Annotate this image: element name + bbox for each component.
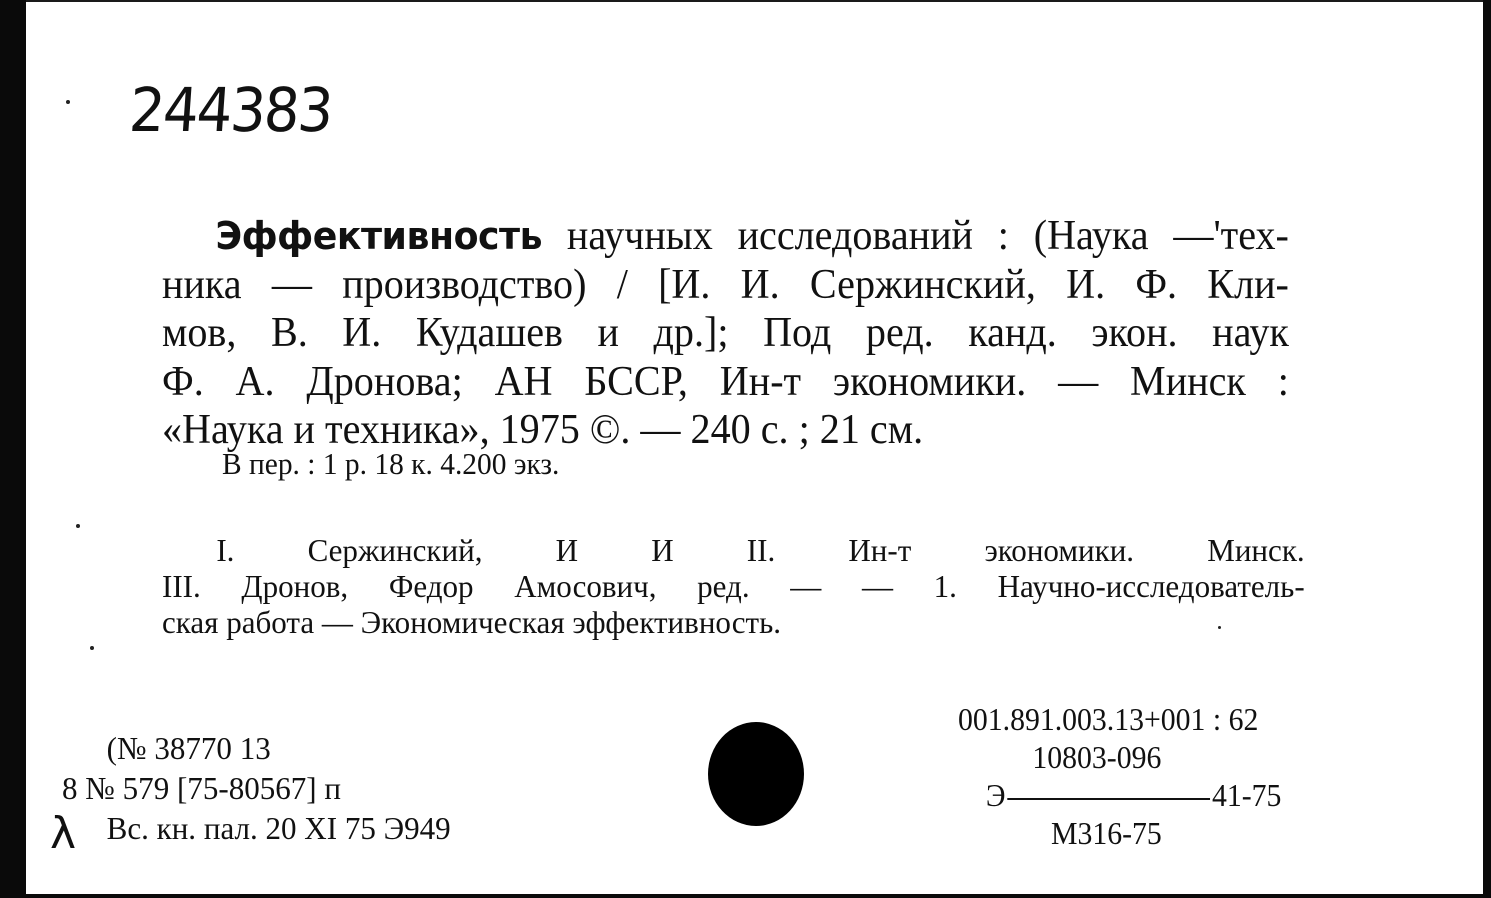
udc-index: 001.891.003.13+001 : 62 — [958, 701, 1259, 737]
description-line: Ф. А. Дронова; АН БССР, Ин-т экономики. — Минск : — [162, 358, 1289, 405]
price-and-print-run: В пер. : 1 р. 18 к. 4.200 экз. — [222, 446, 560, 481]
speck — [66, 100, 70, 104]
punch-hole — [708, 722, 804, 826]
tracing-line: ская работа — Экономическая эффективность. — [162, 604, 781, 640]
card-left-border — [0, 0, 26, 898]
code-denominator: М316-75 — [1051, 815, 1162, 851]
speck — [90, 646, 94, 650]
tracings — [162, 532, 1305, 640]
card-numbers-block — [62, 728, 451, 848]
description-line — [162, 212, 1289, 261]
code-prefix: Э — [985, 777, 1006, 813]
card-right-border — [1483, 0, 1491, 898]
tracing-line: III. Дронов, Федор Амосович, ред. — — 1. Научно-исследователь- — [162, 568, 1305, 604]
title-rest: научных исследований : (Наука —'тех- — [542, 213, 1289, 259]
code-suffix: 41-75 — [1212, 777, 1282, 813]
bibliographic-description — [162, 212, 1289, 455]
speck — [76, 524, 80, 528]
title-heading: Эффективность — [215, 214, 543, 258]
classification-block — [958, 700, 1311, 852]
description-line: «Наука и техника», 1975 ©. — 240 с. ; 21 см. — [162, 407, 924, 453]
card-bottom-border — [0, 894, 1491, 898]
book-chamber-line: Вс. кн. пал. 20 XI 75 Э949 — [106, 810, 451, 846]
description-line: ника — производство) / [И. И. Сержинский, И. Ф. Кли- — [162, 261, 1289, 308]
handwritten-inventory-number: 244383 — [127, 76, 334, 147]
description-line: мов, В. И. Кудашев и др.]; Под ред. канд. экон. наук — [162, 310, 1289, 356]
code-fraction-line — [958, 776, 1311, 814]
card-number: (№ 38770 13 — [106, 730, 271, 766]
tracing-line: I. Сержинский, И И II. Ин-т экономики. Минск. — [216, 532, 1305, 568]
code-numerator: 10803-096 — [1032, 739, 1162, 775]
handwritten-lambda-mark: λ — [50, 808, 77, 859]
fraction-bar — [1007, 798, 1210, 800]
order-number: 8 № 579 [75-80567] п — [62, 770, 341, 806]
speck — [1218, 626, 1221, 629]
card-top-edge — [0, 0, 1491, 2]
